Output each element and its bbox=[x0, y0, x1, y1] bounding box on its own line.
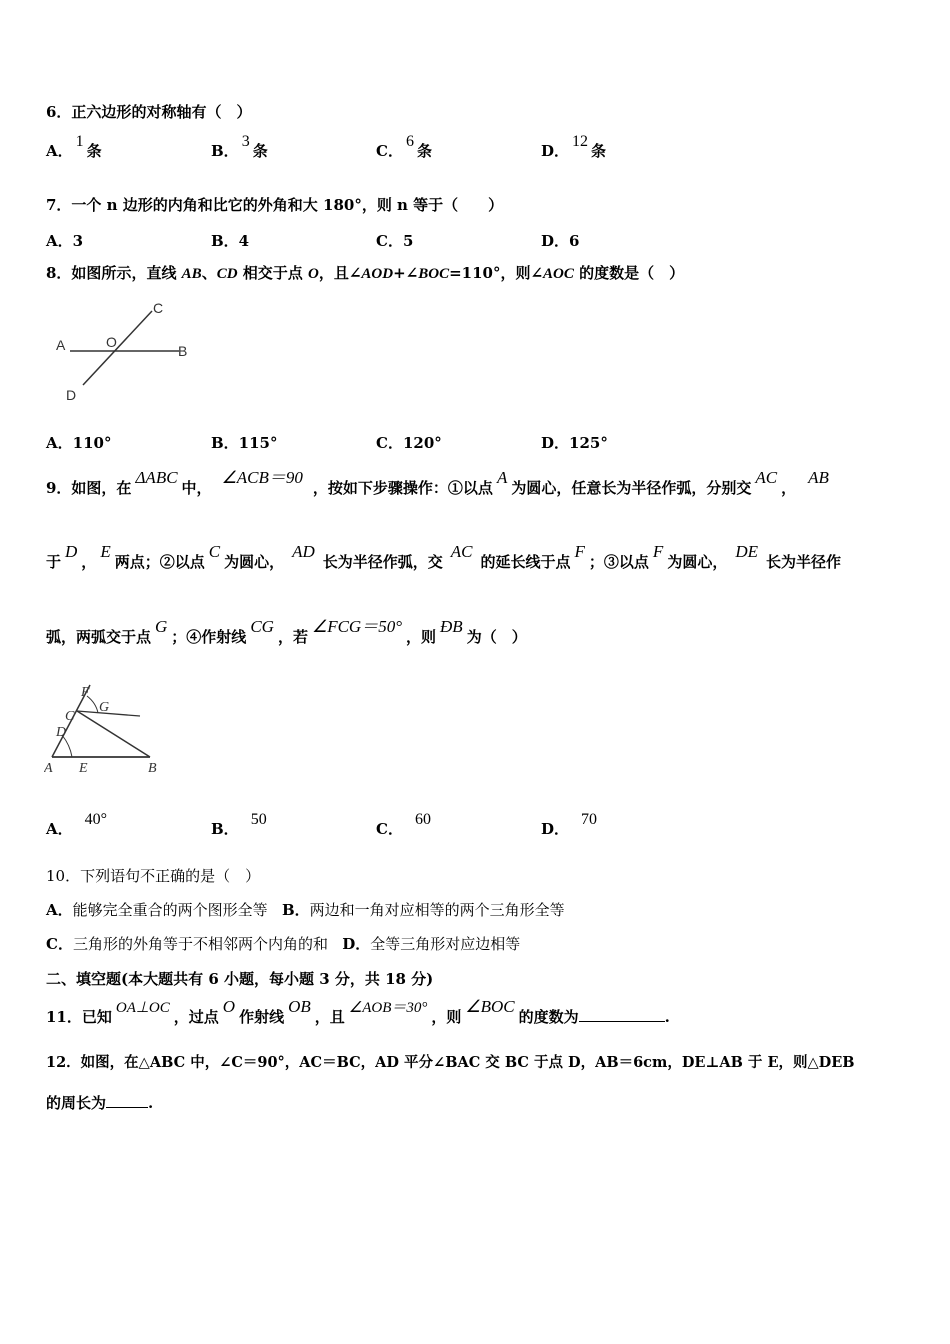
label-d: D bbox=[56, 725, 67, 740]
label-a: A bbox=[56, 337, 66, 353]
q12-line-2: 的周长为 . bbox=[46, 1094, 154, 1112]
q6-option-a: A．1条 bbox=[46, 133, 102, 160]
label-g: G bbox=[99, 700, 110, 715]
q9-option-b: B．50 bbox=[211, 811, 267, 838]
section-heading: 二、填空题(本大题共有 6 小题，每小题 3 分，共 18 分) bbox=[46, 970, 434, 988]
label-e: E bbox=[79, 761, 88, 776]
q7-option-d: D．6 bbox=[541, 232, 580, 250]
q9-line-1: 9．如图，在ΔABC中，∠ACB＝90，按如下步骤操作：①以点A为圆心，任意长为半径作弧，分别交AC，AB bbox=[46, 468, 829, 497]
label-d: D bbox=[66, 387, 77, 403]
q7-option-c: C．5 bbox=[376, 232, 414, 250]
label-b: B bbox=[148, 761, 157, 776]
label-c: C bbox=[153, 300, 164, 316]
segment-cb bbox=[77, 711, 150, 757]
q6-option-c: C．6条 bbox=[376, 133, 432, 160]
q8-option-d: D．125° bbox=[541, 434, 608, 452]
answer-blank[interactable] bbox=[106, 1093, 148, 1108]
q9-option-d: D．70 bbox=[541, 811, 598, 838]
label-b: B bbox=[178, 343, 188, 359]
q10-options-ab: A．能够完全重合的两个图形全等 B．两边和一角对应相等的两个三角形全等 bbox=[46, 901, 565, 919]
q9-line-2: 于D，E两点；②以点C为圆心，AD长为半径作弧，交AC的延长线于点F；③以点F为圆心，DE长为半径作 bbox=[46, 542, 842, 571]
label-o: O bbox=[106, 334, 117, 350]
label-f: F bbox=[81, 685, 90, 700]
answer-blank[interactable] bbox=[579, 1007, 665, 1022]
q10-stem: 10．下列语句不正确的是（ ） bbox=[46, 867, 261, 885]
q6-option-b: B．3条 bbox=[211, 133, 268, 160]
q7-option-a: A．3 bbox=[46, 232, 84, 250]
q8-option-b: B．115° bbox=[211, 434, 278, 452]
q11-stem: 11．已知 OA⊥OC ，过点O作射线OB，且 ∠AOB＝30° ，则∠BOC的度数为 . bbox=[46, 997, 670, 1026]
q10-options-cd: C．三角形的外角等于不相邻两个内角的和 D．全等三角形对应边相等 bbox=[46, 935, 521, 953]
q7-stem: 7．一个 n 边形的内角和比它的外角和大 180°，则 n 等于（ ） bbox=[46, 196, 504, 214]
q7-option-b: B．4 bbox=[211, 232, 250, 250]
q8-stem: 8．如图所示，直线 AB、CD 相交于点 O，且∠AOD+∠BOC=110°，则∠AOC 的度数是（ ） bbox=[46, 264, 685, 282]
line-cd bbox=[83, 311, 152, 385]
q8-option-a: A．110° bbox=[46, 434, 112, 452]
q8-option-c: C．120° bbox=[376, 434, 442, 452]
q6-option-d: D．12条 bbox=[541, 133, 607, 160]
q12-line-1: 12．如图，在△ABC 中，∠C＝90°，AC＝BC，AD 平分∠BAC 交 BC 于点 D，AB＝6cm，DE⊥AB 于 E，则△DEB bbox=[46, 1054, 855, 1071]
q9-option-a: A．40° bbox=[46, 811, 108, 838]
q9-option-c: C．60 bbox=[376, 811, 431, 838]
label-a: A bbox=[44, 761, 53, 776]
q9-line-3: 弧，两弧交于点G；④作射线CG，若∠FCG＝50°，则ÐB为（ ） bbox=[46, 617, 527, 646]
q8-figure bbox=[46, 293, 206, 408]
label-c: C bbox=[65, 709, 75, 724]
q9-figure bbox=[44, 683, 169, 778]
q6-stem: 6．正六边形的对称轴有（ ） bbox=[46, 103, 252, 121]
